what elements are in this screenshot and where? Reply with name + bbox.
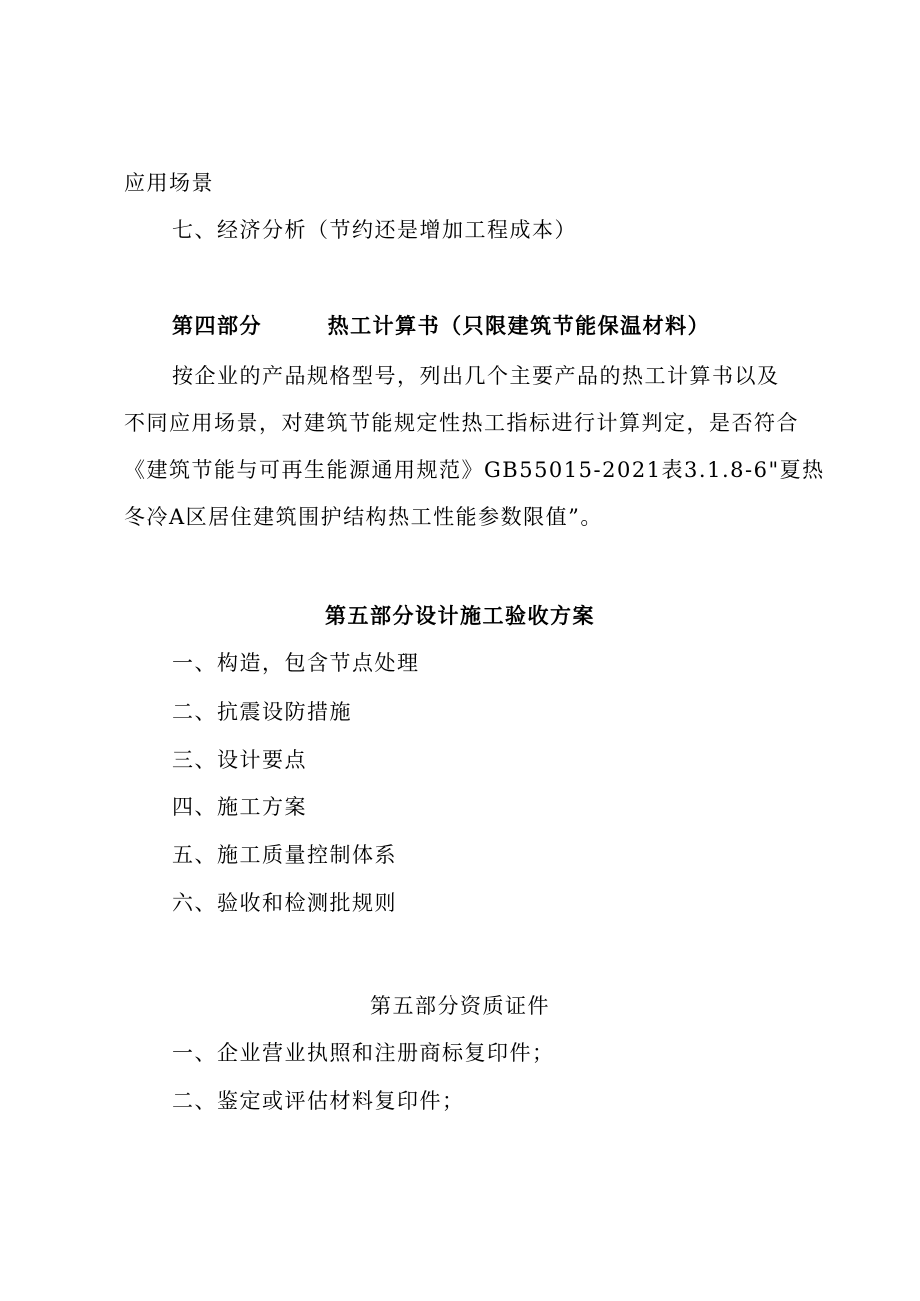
part5-design-item: 一、构造，包含节点处理	[172, 651, 420, 675]
part5-design-heading: 第五部分设计施工验收方案	[325, 604, 595, 628]
part4-para-line: 《建筑节能与可再生能源通用规范》GB55015-2021表3.1.8-6"夏热	[124, 458, 825, 482]
intro-item-7: 七、经济分析（节约还是增加工程成本）	[172, 218, 577, 242]
part5-design-item: 二、抗震设防措施	[172, 700, 352, 724]
part4-heading-title: 热工计算书（只限建筑节能保温材料）	[327, 314, 711, 338]
part4-para-line: 冬冷A区居住建筑围护结构热工性能参数限值”。	[124, 505, 603, 529]
part4-heading-label: 第四部分	[172, 314, 262, 338]
intro-line: 应用场景	[124, 171, 214, 195]
part4-heading	[172, 311, 710, 341]
part5-design-item: 六、验收和检测批规则	[172, 891, 397, 915]
part5-qualification-item: 二、鉴定或评估材料复印件；	[172, 1089, 465, 1113]
part5-design-item: 三、设计要点	[172, 748, 307, 772]
part5-design-item: 四、施工方案	[172, 795, 307, 819]
part4-paragraph	[124, 353, 825, 541]
part4-para-line: 不同应用场景，对建筑节能规定性热工指标进行计算判定，是否符合	[124, 411, 799, 435]
part5-qualification-heading: 第五部分资质证件	[370, 994, 550, 1018]
part5-qualification-item: 一、企业营业执照和注册商标复印件；	[172, 1041, 555, 1065]
part5-design-item: 五、施工质量控制体系	[172, 843, 397, 867]
part4-para-line: 按企业的产品规格型号，列出几个主要产品的热工计算书以及	[172, 364, 780, 388]
